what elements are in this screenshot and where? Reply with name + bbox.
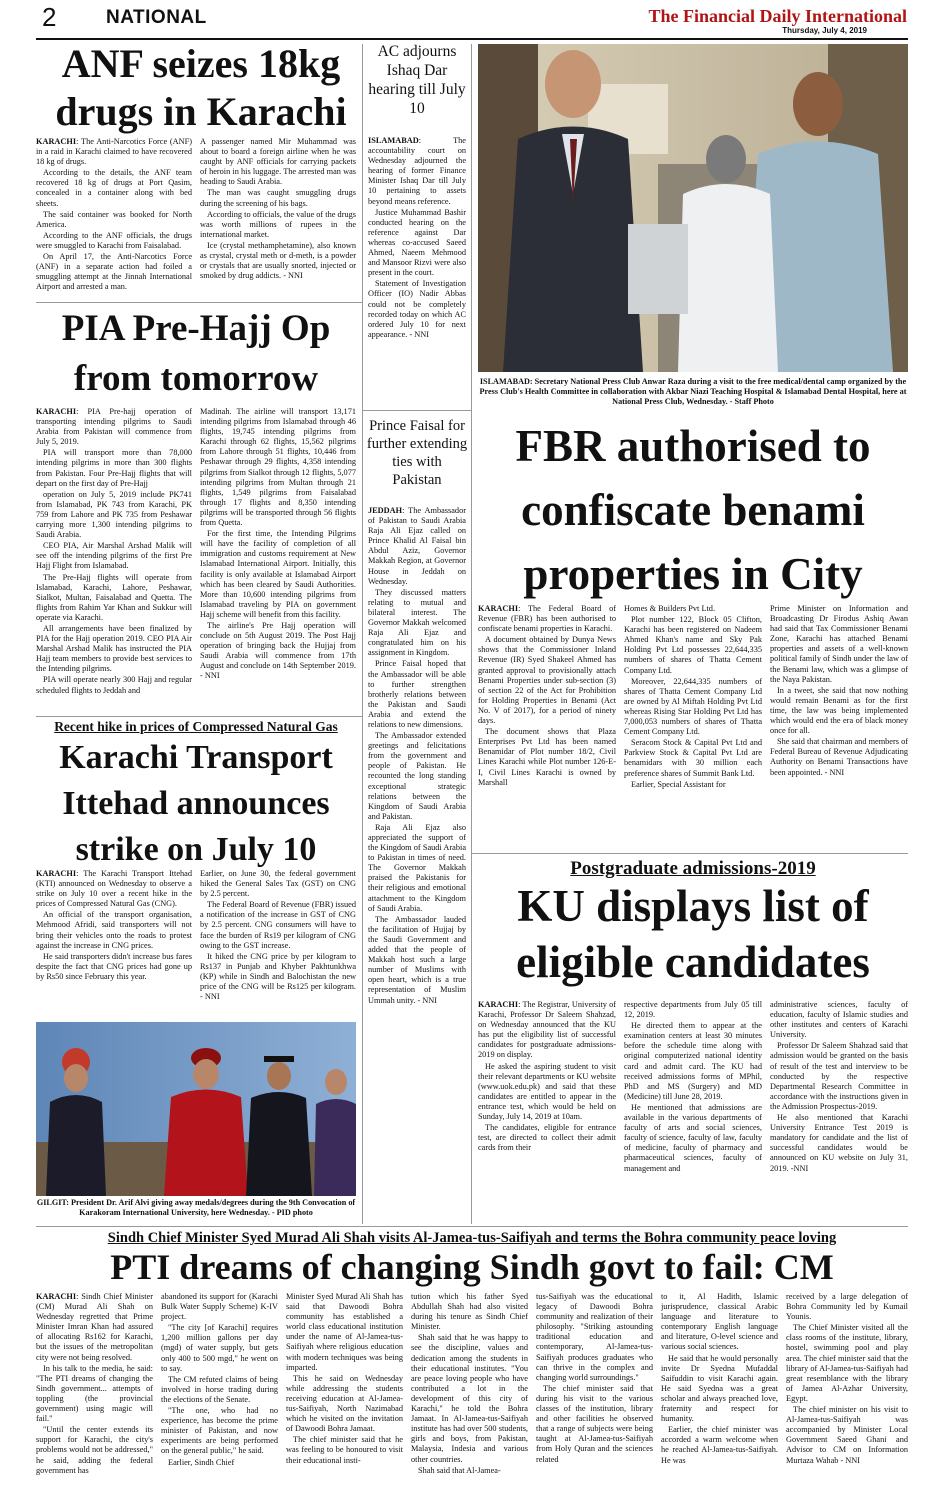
dar-col <box>368 136 466 408</box>
article-para: The man was caught smuggling drugs during the screening of his bags. <box>200 188 356 208</box>
article-para: This he said on Wednesday while addressing the students receiving education at Al-Jamea-tus-Saifiyah, North Nazimabad which he visited on the invitation of Dawoodi Bohra Jamaat. <box>286 1373 403 1434</box>
dateline: KARACHI <box>36 137 77 146</box>
article-para: KARACHI: The Anti-Narcotics Force (ANF) in a raid in Karachi claimed to have recovered 18 kg of drugs. <box>36 137 192 167</box>
section-title: NATIONAL <box>106 7 207 28</box>
press-club-caption: ISLAMABAD: Secretary National Press Club Anwar Raza during a visit to the free medical/dental camp organized by the Press Club's Health Committee in collaboration with Akbar Niazi Teaching Hospital & Islamabad Dental Hospital, here at National Press Club, Wednesday. - Staff Photo <box>479 377 907 406</box>
article-para: An official of the transport organisation, Mehmood Afridi, said transporters will not bring their vehicles onto the roads to protest against the increase in CNG prices. <box>36 910 192 950</box>
ku-headline: KU displays list of eligible candidates <box>516 881 870 987</box>
pia-col-2 <box>200 407 356 713</box>
article-para: The chief minister said that during his visit to the various classes of the institution, library and other facilities he observed that a range of subjects were being taught at Al-Jamea-tus-Saifiyah from Holy Quran and the sciences related <box>536 1383 653 1464</box>
article-para: Prime Minister on Information and Broadcasting Dr Firodus Ashiq Awan had said that Tax Commissioner Benami Zone, Karachi has attached Benami properties and assets of a well-known political family of Sindh under the law of the Benami law, which was a glimpse of the Naya Pakistan. <box>770 604 908 684</box>
article-para: KARACHI: The Federal Board of Revenue (FBR) has been authorised to confiscate benami properties in Karachi. <box>478 604 616 634</box>
press-club-photo-image <box>478 44 908 372</box>
article-para: "The city [of Karachi] requires 1,200 million gallons per day (mgd) of water supply, but gets only 400 to 500 mgd," he went on to say. <box>161 1323 278 1373</box>
dateline: KARACHI <box>478 1000 519 1009</box>
cm-col-6 <box>661 1292 778 1492</box>
masthead <box>0 0 945 40</box>
article-para: He said that he would personally invite Dr Syedna Mufaddal Saifuddin to visit Karachi again. He said Syedna was a great scholar and always preached love, fraternity and respect for humanity. <box>661 1353 778 1424</box>
article-para: KARACHI: The Registrar, University of Karachi, Professor Dr Saleem Shahzad, on Wednesday announced that the KU has put the eligibility list of successful candidates for postgraduate admissions-2019 on display. <box>478 1000 616 1060</box>
article-para: For the first time, the Intending Pilgrims will have the facility of completion of all immigration and customs requirement at New Islamabad International Airport. Initially, this facility is only available at Islamabad Airport which has been cleared by Saudi Authorities. More than 10,600 intending pilgrims from Islamabad traveling by PIA on government Hajj scheme will benefit from this facility. <box>200 529 356 619</box>
article-para: He directed them to appear at the examination centers at least 30 minutes before the schedule time along with original computerized national identity card and admit card. The KU had received admissions forms of MPhil, PhD and MS (Surgery) and MD (Medicine) till June 28, 2019. <box>624 1021 762 1101</box>
article-para: administrative sciences, faculty of education, faculty of Islamic studies and other institutes and centers of Karachi University. <box>770 1000 908 1040</box>
cm-col-1 <box>36 1292 153 1492</box>
article-para: Moreover, 22,644,335 numbers of shares of Thatta Cement Company Ltd are owned by Al Miftah Holding Pvt Ltd whereas Rising Star Holding Pvt Ltd has 7,000,053 numbers of shares of Thatta Cement Company Ltd. <box>624 676 762 737</box>
article-para: Plot number 122, Block 05 Clifton, Karachi has been registered on Nadeem Ahmed Khan's name and Sky Pak Holding Pvt Ltd possesses 22,644,335 numbers of shares of Thatta Cement Company Ltd. <box>624 615 762 675</box>
faisal-headline: Prince Faisal for further extending ties with Pakistan <box>366 418 468 488</box>
article-para: Minister Syed Murad Ali Shah has said that Dawoodi Bohra community has established a world class educational institution under the name of Al-Jamea-tus-Saifiyah where religious education with modern techniques was being imparted. <box>286 1292 403 1372</box>
ku-col-1 <box>478 1000 616 1222</box>
article-para: The candidates, eligible for entrance test, are directed to collect their admit cards from their <box>478 1123 616 1153</box>
article-para: All arrangements have been finalized by PIA for the Hajj operation 2019. CEO PIA Air Marshal Arshad Malik has instructed the PIA Hajj team members to provide best services to the Intending pilgrims. <box>36 623 192 674</box>
article-para: He said transporters didn't increase bus fares despite the fact that CNG prices had gone up by Rs50 since February this year. <box>36 951 192 981</box>
section-rule <box>471 853 908 854</box>
article-para: The Pre-Hajj flights will operate from Islamabad, Karachi, Lahore, Peshawar, Sialkot, Multan, Faisalabad and Quetta. The flights from Rahim Yar Khan and Sukkur will operate via Karachi. <box>36 572 192 622</box>
anf-col-2 <box>200 137 356 300</box>
article-para: respective departments from July 05 till 12, 2019. <box>624 1000 762 1020</box>
article-para: The Federal Board of Revenue (FBR) issued a notification of the increase in GST of CNG by 2.5 percent. CNG consumers will have to face the burden of Rs19 per kilogram of CNG owing to the GST increase. <box>200 900 356 950</box>
article-para: operation on July 5, 2019 include PK741 from Islamabad, PK 743 from Karachi, PK 759 from Lahore and PK 735 from Peshawar carrying more 1,300 intending pilgrims to Saudi Arabia. <box>36 489 192 540</box>
article-para: The airline's Pre Hajj operation will conclude on 5th August 2019. The Post Hajj operation of bringing back the Hujjaj from Saudi Arabia will commence from 17th August and conclude on 14th September 2019. - NNI <box>200 620 356 681</box>
article-para: The Ambassador extended greetings and felicitations from the government and people of Pakistan. He recounted the long standing exceptional strategic relations between the Kingdom of Saudi Arabia and Pakistan. <box>368 731 466 821</box>
cm-col-7 <box>786 1292 908 1492</box>
article-para: He also mentioned that Karachi University Entrance Test 2019 is mandatory for candidate and the list of successful candidates would be announced on KU website on July 31, 2019. -NNI <box>770 1113 908 1173</box>
article-para: Shah said that Al-Jamea- <box>418 1465 501 1475</box>
article-para: The Ambassador lauded the facilitation of Hujjaj by the Saudi Government and added that the people of Makkah host such a large number of Muslims with open heart, which is a true representation of Muslim Ummah unity. - NNI <box>368 914 466 1005</box>
press-club-photo <box>478 44 908 372</box>
article-para: "Until the center extends its support for Karachi, the city's problems would not be addressed," he said, adding the federal government has <box>36 1425 153 1475</box>
paper-name: The Financial Daily International <box>648 6 907 26</box>
article-para: PIA will transport more than 78,000 intending pilgrims in more than 300 flights from Pakistan. Four Pre-Hajj flights that will depart on the first day of Pre-Hajj <box>36 448 192 488</box>
cm-col-4 <box>411 1292 528 1492</box>
article-para: Raja Ali Ejaz also appreciated the support of the Kingdom of Saudi Arabia to Pakistan in times of need. The Governor Makkah praised the Pakistanis for their religious and emotional attachment to the Kingdom of Saudi Arabia. <box>368 822 466 913</box>
article-para: In a tweet, she said that now nothing would remain Benami as for the first time, the law was being implemented which would end the era of black money once for all. <box>770 685 908 736</box>
article-para: The chief minister on his visit to Al-Jamea-tus-Saifiyah was accompanied by Minister Local Government Saeed Ghani and Advisor to CM on Information Murtaza Wahab - NNI <box>786 1405 908 1465</box>
article-para: Earlier, Sindh Chief <box>168 1457 235 1467</box>
article-para: to it, Al Hadith, Islamic jurisprudence, classical Arabic language and literature to contemporary English language and literature, O-level science and various social sciences. <box>661 1292 778 1352</box>
gilgit-photo-image <box>36 1022 356 1196</box>
cng-col-2 <box>200 869 356 1016</box>
article-para: Earlier, on June 30, the federal government hiked the General Sales Tax (GST) on CNG by 2.5 percent. <box>200 869 356 899</box>
dateline: KARACHI <box>36 407 77 416</box>
article-para: The Chief Minister visited all the class rooms of the institute, library, hostel, swimming pool and play area. The chief minister said that the library of Al-Jamea-tus-Saifiyah had great resemblance with the library of Jamea Al-Azhar University, Egypt. <box>786 1323 908 1403</box>
article-para: According to the details, the ANF team recovered 18 kg of drugs at Port Qasim, concealed in a container along with bed sheets. <box>36 168 192 208</box>
cng-col-1 <box>36 869 192 1016</box>
anf-col-1 <box>36 137 192 300</box>
fbr-col-1 <box>478 604 616 848</box>
article-para: Earlier, Special Assistant for <box>631 779 726 789</box>
article-para: abandoned its support for (Karachi Bulk Water Supply Scheme) K-IV project. <box>161 1292 278 1322</box>
cm-col-2 <box>161 1292 278 1492</box>
article-para: The document shows that Plaza Enterprises Pvt Ltd has been named Benamidar of Plot number 18/2, Civil Lines Karachi while Plot number 126-E-I, Civil Lines Karachi is owned by Marshall <box>478 727 616 787</box>
faisal-col <box>368 506 466 1220</box>
cm-top-rule <box>36 1226 908 1227</box>
article-para: Statement of Investigation Officer (IO) Nadir Abbas could not be completely recorded today on which AC ordered July 10 for next appearance. - NNI <box>368 279 466 339</box>
article-para: Shah said that he was happy to see the discipline, values and dedication among the students in their educational institutes. "You are peace loving people who have contributed a lot in the development of this city of Karachi," he told the Bohra Jamaat. In Al-Jamea-tus-Saifiyah institute has had over 500 students, girls and boys, from Pakistan, Malaysia, Indesia and various other countries. <box>411 1333 528 1464</box>
section-rule <box>36 302 362 303</box>
cm-headline: PTI dreams of changing Sindh govt to fail: CM <box>110 1247 834 1287</box>
fbr-headline: FBR authorised to confiscate benami properties in City <box>515 421 871 599</box>
article-para: tus-Saifiyah was the educational legacy of Dawoodi Bohra community and realization of their philosophy. "Striking astounding traditional education and contemporary, Al-Jamea-tus-Saifiyah produces graduates who can thrive in the complex and changing world surroundings." <box>536 1292 653 1382</box>
article-para: KARACHI: Sindh Chief Minister (CM) Murad Ali Shah on Wednesday regretted that Prime Minister Imran Khan had assured of allocating Rs162 for Karachi, but the issues of the metropolitan city were not being resolved. <box>36 1292 153 1362</box>
article-para: JEDDAH: The Ambassador of Pakistan to Saudi Arabia Raja Ali Ejaz called on Prince Khalid Al Faisal bin Abdul Aziz, Governor Makkah Region, at Governor House in Jeddah on Wednesday. <box>368 506 466 586</box>
article-para: Madinah. The airline will transport 13,171 intending pilgrims from Islamabad through 46 flights, 19,745 intending pilgrims from Karachi through 62 flights, 15,562 pilgrims from Lahore through 51 flights, 10,446 from Peshawar through 29 flights, 4,358 intending pilgrims from Sialkot through 12 flights, 5,077 intending pilgrims from Multan through 21 flights, 1,549 pilgrims from Faisalabad through 17 flights and 8,350 intending pilgrims will be transported through 56 flights from Quetta. <box>200 407 356 528</box>
page-number: 2 <box>42 2 57 32</box>
cng-headline: Karachi Transport Ittehad announces strike on July 10 <box>59 739 333 868</box>
cng-kicker: Recent hike in prices of Compressed Natural Gas <box>54 719 338 734</box>
article-para: According to the ANF officials, the drugs were smuggled to Karachi from Faisalabad. <box>36 230 192 250</box>
article-para: It hiked the CNG price by per kilogram to Rs137 in Punjab and Khyber Pakhtunkhwa (KP) while in Sindh and Balochistan the new price of the CNG will be Rs125 per kilogram. - NNI <box>200 951 356 1002</box>
article-para: KARACHI: PIA Pre-hajj operation of transporting intending pilgrims to Saudi Arabia from Pakistan will commence from July 5, 2019. <box>36 407 192 447</box>
article-para: Professor Dr Saleem Shahzad said that admission would be granted on the basis of result of the test and interview to be conducted by the respective Departmental Research Committee in accordance with the instructions given in the Admission Prospectus-2019. <box>770 1041 908 1111</box>
article-para: A document obtained by Dunya News shows that the Commissioner Inland Revenue (IR) Syed Shakeel Ahmed has granted approval to provisionally attach Benami Properties under sub-section (3) of section 22 of the Act for Prohibition for Holding Properties in Benami (Act No. V of 2017), for a period of ninety days. <box>478 635 616 726</box>
article-para: In his talk to the media, he said: "The PTI dreams of changing the Sindh government... attempts of toppling (the provincial government) using magic will fail." <box>36 1363 153 1424</box>
section-rule <box>36 716 362 717</box>
ku-col-2 <box>624 1000 762 1222</box>
article-para: ISLAMABAD: The accountability court on Wednesday adjourned the hearing of former Finance Minister Ishaq Dar till July 10 pertaining to assets beyond means reference. <box>368 136 466 206</box>
article-para: Earlier, the chief minister was accorded a warm welcome when he reached Al-Jamea-tus-Saifiyah. He was <box>661 1425 778 1465</box>
dateline: KARACHI <box>36 1292 77 1301</box>
article-para: PIA will operate nearly 300 Hajj and regular scheduled flights to Jeddah and <box>36 675 192 695</box>
dateline: ISLAMABAD <box>368 136 419 145</box>
article-para: The CM refuted claims of being involved in horse trading during the elections of the Senate. <box>161 1374 278 1404</box>
fbr-col-2 <box>624 604 762 848</box>
pia-headline: PIA Pre-Hajj Op from tomorrow <box>61 308 331 399</box>
gilgit-caption: GILGIT: President Dr. Arif Alvi giving away medals/degrees during the 9th Convocation of Karakoram International University, here Wednesday. - PID photo <box>36 1198 356 1217</box>
article-para: He mentioned that admissions are available in the various departments of faculty of arts and social sciences, faculty of science, faculty of law, faculty of medicine, faculty of pharmacy and pharmaceutical sciences, faculty of management and <box>624 1102 762 1173</box>
anf-headline: ANF seizes 18kg drugs in Karachi <box>55 41 347 134</box>
article-para: Seracom Stock & Capital Pvt Ltd and Parkview Stock & Capital Pvt Ltd are benamidars with 30 million each preference shares of Summit Bank Ltd. <box>624 738 762 778</box>
article-para: The chief minister said that he was feeling to be honoured to visit their educational insti- <box>286 1435 403 1465</box>
section-rule <box>362 410 471 411</box>
article-para: received by a large delegation of Bohra Community led by Kumail Younis. <box>786 1292 908 1322</box>
column-rule <box>362 44 363 1224</box>
article-para: The said container was booked for North America. <box>36 209 192 229</box>
dateline: KARACHI <box>478 604 519 613</box>
cm-col-5 <box>536 1292 653 1492</box>
article-para: According to officials, the value of the drugs was worth millions of rupees in the international market. <box>200 209 356 239</box>
article-para: On April 17, the Anti-Narcotics Force (ANF) in a separate action had foiled a smuggling attempt at the Jinnah International Airport and arrested a man. <box>36 252 192 292</box>
ku-kicker: Postgraduate admissions-2019 <box>570 858 816 879</box>
fbr-col-3 <box>770 604 908 848</box>
article-para: They discussed matters relating to mutual and bilateral interest. The Governor Makkah welcomed Raja Ali Ejaz and congratulated him on his assignment in Kingdom. <box>368 587 466 658</box>
column-rule <box>471 44 472 1224</box>
cm-col-3 <box>286 1292 403 1492</box>
article-para: KARACHI: The Karachi Transport Ittehad (KTI) announced on Wednesday to observe a strike on July 10 over a recent hike in the prices of Compressed Natural Gas (CNG). <box>36 869 192 909</box>
issue-date: Thursday, July 4, 2019 <box>782 26 867 35</box>
article-para: Homes & Builders Pvt Ltd. <box>624 604 716 613</box>
dateline: JEDDAH <box>368 506 403 515</box>
article-para: He asked the aspiring student to visit their relevant departments or KU website (www.uok.edu.pk) and said that these candidates are entitled to appear in the entrance test, which would be held on Sunday, July 14, 2019 at 10am. <box>478 1061 616 1122</box>
article-para: CEO PIA, Air Marshal Arshad Malik will see off the intending pilgrims of the first Pre Hajj Flight from Islamabad. <box>36 541 192 571</box>
article-para: A passenger named Mir Muhammad was about to board a foreign airline when he was caught by ANF officials for carrying packets of heroin in his luggage. The arrested man was heading to Saudi Arabia. <box>200 137 356 187</box>
article-para: She said that chairman and members of Federal Bureau of Revenue Adjudicating Authority on Benami Transactions have been appointed. - NNI <box>770 737 908 777</box>
dateline: KARACHI <box>36 869 77 878</box>
gilgit-photo <box>36 1022 356 1196</box>
article-para: Ice (crystal methamphetamine), also known as crystal, crystal meth or d-meth, is a powder or crystals that are usually snorted, injected or smoked by drug addicts. - NNI <box>200 240 356 281</box>
pia-col-1 <box>36 407 192 713</box>
article-para: Justice Muhammad Bashir conducted hearing on the reference against Dar whereas co-accused Saeed Ahmed, Naeem Mehmood and Mansoor Rizvi were also present in the court. <box>368 207 466 278</box>
cm-kicker: Sindh Chief Minister Syed Murad Ali Shah visits Al-Jamea-tus-Saifiyah and terms the Bohra community peace loving <box>107 1230 837 1246</box>
article-para: tution which his father Syed Abdullah Shah had also visited during his tenure as Sindh Chief Minister. <box>411 1292 528 1332</box>
ku-col-3 <box>770 1000 908 1222</box>
dar-headline: AC adjourns Ishaq Dar hearing till July 10 <box>368 43 466 117</box>
article-para: Prince Faisal hoped that the Ambassador will be able to further strengthen brotherly relations between the Pakistan and Saudi Arabia and extend the relations to new dimensions. <box>368 659 466 729</box>
article-para: "The one, who had no experience, has become the prime minister of Pakistan, and now experiments are being performed on the general public," he said. <box>161 1406 278 1456</box>
